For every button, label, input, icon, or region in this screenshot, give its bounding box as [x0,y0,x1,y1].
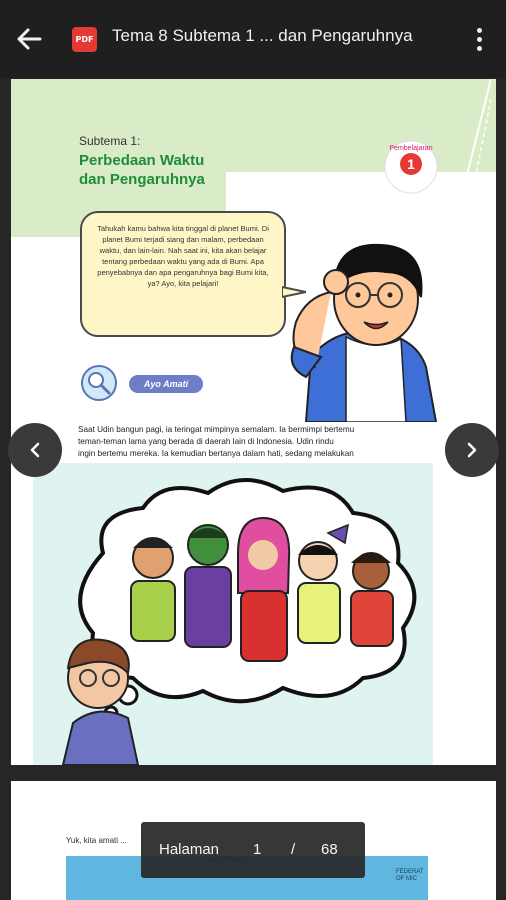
boy-thinking-illustration [276,227,451,422]
pdf-page-1[interactable] [11,79,496,765]
document-title: Tema 8 Subtema 1 ... dan Pengaruhnya [112,26,413,45]
observe-icon [81,365,117,401]
arrow-left-icon [16,28,42,50]
total-pages: 68 [321,841,338,858]
subtema-label: Subtema 1: [79,134,141,148]
ayo-amati-label: Ayo Amati [129,375,203,393]
more-vertical-icon [477,28,482,33]
back-button[interactable] [12,22,46,56]
chevron-left-icon [26,441,44,459]
page-separator: / [291,841,296,858]
dream-illustration [33,463,433,765]
pdf-file-icon: PDF [72,27,97,52]
more-options-button[interactable] [466,22,492,56]
speech-bubble: Tahukah kamu bahwa kita tinggal di planet Bumi. Di planet Bumi terjadi siang dan malam, perbedaan waktu, dan lain-lain. Nah saat ini, kita akan belajar tentang perbedaan waktu yang ada di Bumi. Apa penyebabnya dan apa pengaruhnya bagi Bumi kita, ya? Ayo, kita pelajari! [80,211,286,337]
decorative-stripes [451,79,491,199]
ayo-amati-header [81,365,206,401]
previous-page-button[interactable] [8,423,62,477]
page-indicator-label: Halaman [159,841,220,858]
map-illustration: FEDERAT OF MIC [66,856,428,900]
page-indicator [141,822,365,878]
top-app-bar [0,0,506,78]
current-page-number: 1 [253,841,262,858]
next-page-button[interactable] [445,423,499,477]
page2-text: Yuk, kita amati ... [66,836,127,845]
pembelajaran-badge: Pembelajaran 1 [383,139,439,195]
chevron-right-icon [463,441,481,459]
subtema-title: Perbedaan Waktu dan Pengaruhnya [79,152,205,188]
intro-paragraph: Saat Udin bangun pagi, ia teringat mimpinya semalam. Ia bermimpi bertemu teman-teman lama yang berada di daerah lain di Indonesia. Udin rindu ingin bertemu mereka. Ia kemudian bertanya dalam hati, sedang melakukan [78,425,355,458]
